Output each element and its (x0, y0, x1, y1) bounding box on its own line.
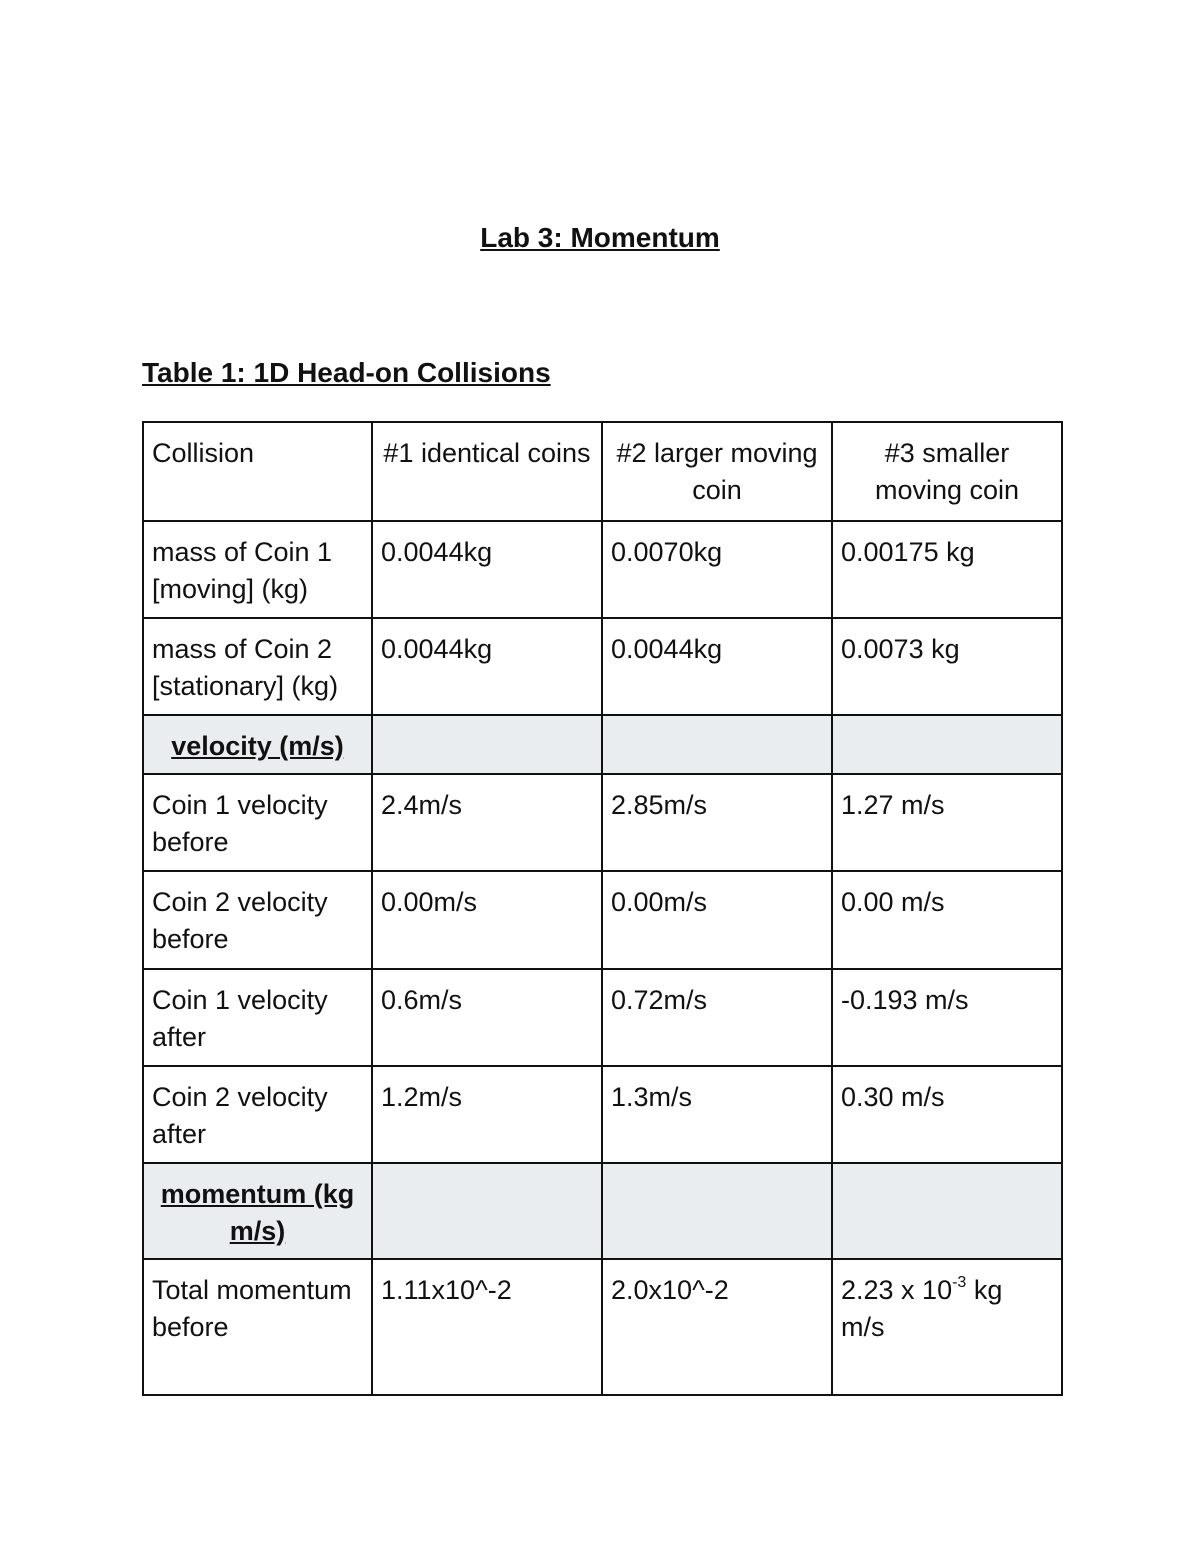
table-cell: 1.3m/s (602, 1066, 832, 1163)
header-cell: #3 smaller moving coin (832, 422, 1062, 521)
section-label (143, 1163, 372, 1259)
table-cell: 1.27 m/s (832, 774, 1062, 871)
section-label-text: velocity (m/s) (171, 731, 344, 761)
table-row (143, 521, 1062, 618)
table-cell: 0.6m/s (372, 969, 602, 1066)
document-title: Lab 3: Momentum (480, 222, 720, 253)
table-row (143, 1259, 1062, 1395)
row-label: Coin 2 velocity after (143, 1066, 372, 1163)
empty-cell (602, 715, 832, 774)
empty-cell (832, 715, 1062, 774)
table-cell: 2.4m/s (372, 774, 602, 871)
table-cell: 0.0044kg (372, 521, 602, 618)
table-row (143, 969, 1062, 1066)
value-exponent: -3 (952, 1274, 967, 1291)
section-row-velocity (143, 715, 1062, 774)
row-label: Coin 1 velocity after (143, 969, 372, 1066)
value-unit: kg m/s (841, 1275, 1003, 1342)
section-label-text: momentum (kg m/s) (160, 1179, 355, 1246)
row-label: Total momentum before (143, 1259, 372, 1395)
table-row (143, 618, 1062, 715)
table-caption: Table 1: 1D Head-on Collisions (142, 357, 551, 388)
table-cell: 0.72m/s (602, 969, 832, 1066)
empty-cell (372, 715, 602, 774)
table-cell: 0.00 m/s (832, 871, 1062, 969)
table-cell: 0.00m/s (372, 871, 602, 969)
empty-cell (602, 1163, 832, 1259)
row-label: mass of Coin 1 [moving] (kg) (143, 521, 372, 618)
table-row (143, 1066, 1062, 1163)
empty-cell (372, 1163, 602, 1259)
table-cell: 0.0044kg (372, 618, 602, 715)
header-cell: #1 identical coins (372, 422, 602, 521)
row-label: mass of Coin 2 [stationary] (kg) (143, 618, 372, 715)
table-cell: 1.2m/s (372, 1066, 602, 1163)
collisions-table (142, 421, 1063, 1396)
header-cell: #2 larger moving coin (602, 422, 832, 521)
empty-cell (832, 1163, 1062, 1259)
header-cell: Collision (143, 422, 372, 521)
table-cell: 0.00175 kg (832, 521, 1062, 618)
row-label: Coin 1 velocity before (143, 774, 372, 871)
table-cell: 0.0073 kg (832, 618, 1062, 715)
table-cell: -0.193 m/s (832, 969, 1062, 1066)
row-label: Coin 2 velocity before (143, 871, 372, 969)
section-label (143, 715, 372, 774)
table-cell: 0.0070kg (602, 521, 832, 618)
table-cell (832, 1259, 1062, 1395)
table-row (143, 871, 1062, 969)
table-row (143, 774, 1062, 871)
table-cell: 0.0044kg (602, 618, 832, 715)
table-cell: 1.11x10^-2 (372, 1259, 602, 1395)
table-cell: 2.0x10^-2 (602, 1259, 832, 1395)
table-cell: 2.85m/s (602, 774, 832, 871)
table-header-row (143, 422, 1062, 521)
table-cell: 0.30 m/s (832, 1066, 1062, 1163)
value-base: 2.23 x 10 (841, 1275, 953, 1305)
section-row-momentum (143, 1163, 1062, 1259)
table-cell: 0.00m/s (602, 871, 832, 969)
